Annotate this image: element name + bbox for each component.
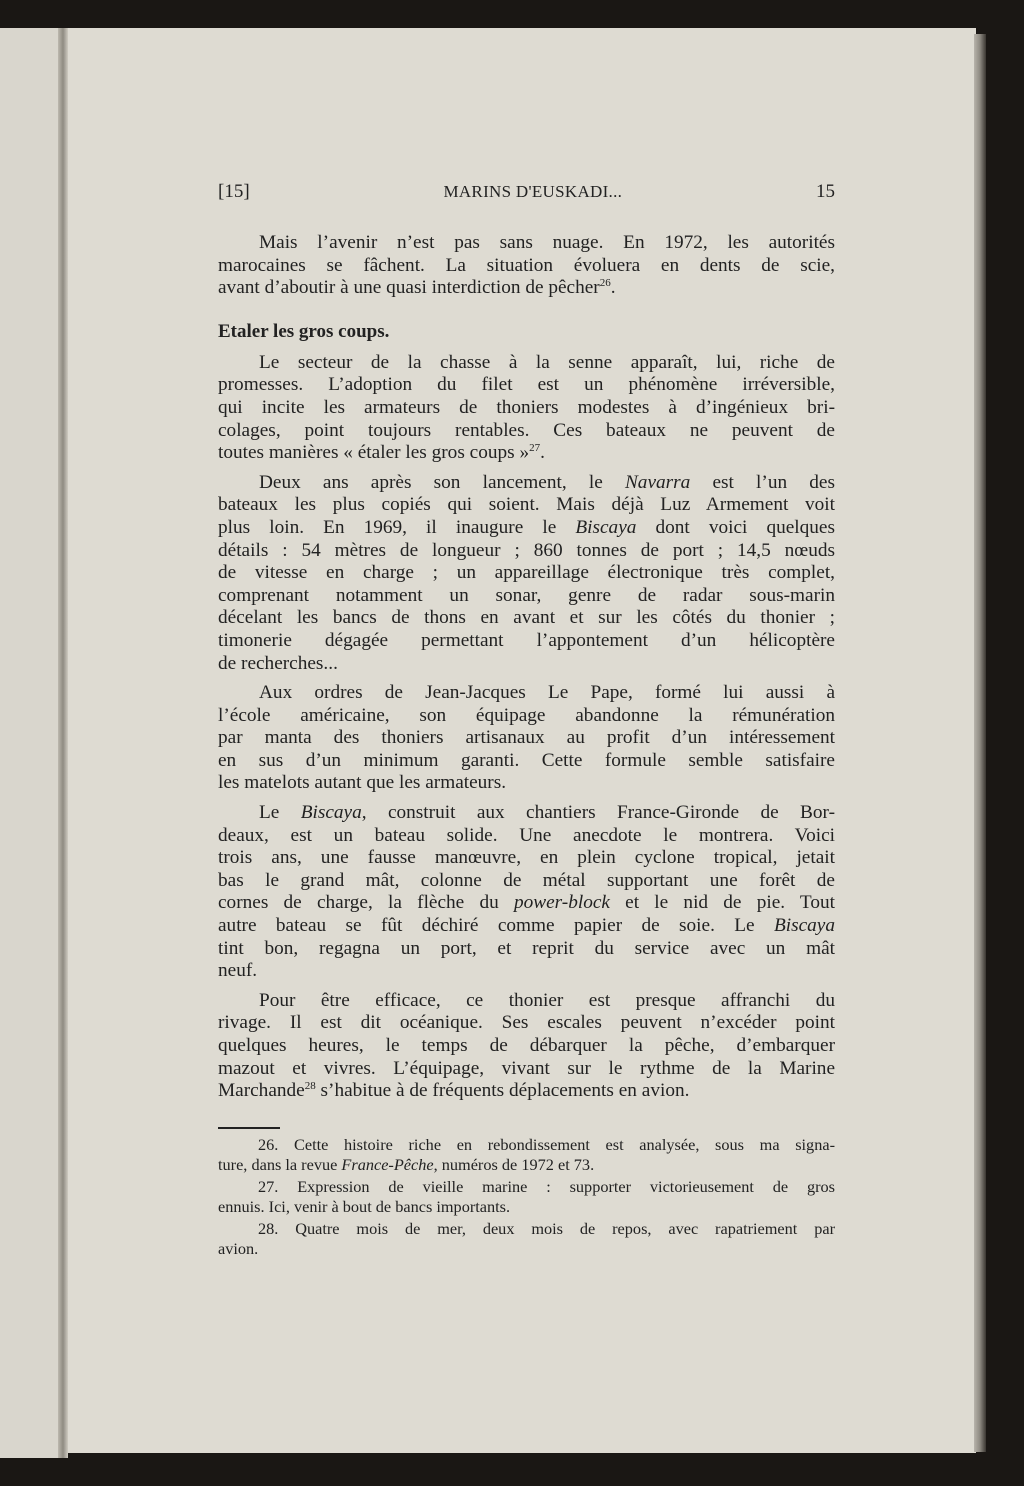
text-segment: , numéros de 1972 et 73. xyxy=(433,1155,595,1175)
text-line xyxy=(218,915,835,938)
text-segment: 28. Quatre mois de mer, deux mois de repos, avec rapatriement par xyxy=(258,1218,835,1238)
running-title: MARINS D'EUSKADI... xyxy=(443,182,623,201)
text-segment: mazout et vivres. L’équipage, vivant sur le rythme de la Marine xyxy=(218,1057,835,1079)
paragraph xyxy=(218,232,835,300)
text-line xyxy=(218,607,835,630)
text-segment: plus loin. En 1969, il inaugure le xyxy=(218,516,576,538)
text-line xyxy=(218,397,835,420)
text-line xyxy=(218,1058,835,1081)
text-line xyxy=(218,585,835,608)
text-line xyxy=(218,1080,835,1103)
text-segment: et le nid de pie. Tout xyxy=(609,892,836,914)
footnotes xyxy=(218,1135,835,1260)
text-line xyxy=(218,1135,835,1156)
text-segment: . xyxy=(540,442,545,464)
text-segment: 26. Cette histoire riche en rebondissement est analysée, sous ma signa- xyxy=(258,1134,835,1154)
text-segment: en sus d’un minimum garanti. Cette formule semble satisfaire xyxy=(218,749,835,771)
text-segment: neuf. xyxy=(218,960,258,982)
text-line xyxy=(218,1177,835,1198)
text-segment: autre bateau se fût déchiré comme papier de soie. Le xyxy=(218,915,774,937)
text-segment: dont voici quelques xyxy=(636,516,835,538)
text-segment: ennuis. Ici, venir à bout de bancs importants. xyxy=(218,1197,511,1217)
footnote xyxy=(218,1135,835,1176)
text-segment: avion. xyxy=(218,1239,259,1259)
text-line xyxy=(218,682,835,705)
paragraph xyxy=(218,472,835,675)
text-line xyxy=(218,1155,835,1176)
text-segment: par manta des thoniers artisanaux au profit d’un intéressement xyxy=(218,727,835,749)
footnote xyxy=(218,1177,835,1218)
text-line xyxy=(218,990,835,1013)
text-line xyxy=(218,938,835,961)
footnote-ref: 27 xyxy=(529,442,541,455)
text-segment: les matelots autant que les armateurs. xyxy=(218,772,507,794)
text-line xyxy=(218,494,835,517)
text-segment: deaux, est un bateau solide. Une anecdote le montrera. Voici xyxy=(218,824,835,846)
paragraph xyxy=(218,990,835,1103)
text-line xyxy=(218,517,835,540)
footnote-ref: 28 xyxy=(304,1080,316,1093)
text-line xyxy=(218,1219,835,1240)
text-line xyxy=(218,442,835,465)
text-segment: toutes manières « étaler les gros coups » xyxy=(218,442,530,464)
text-segment: colages, point toujours rentables. Ces bateaux ne peuvent de xyxy=(218,419,835,441)
text-segment: 27. Expression de vieille marine : supporter victorieusement de gros xyxy=(258,1176,835,1196)
running-header xyxy=(218,180,835,220)
left-page-edge xyxy=(0,28,62,1458)
text-segment: Mais l’avenir n’est pas sans nuage. En 1972, les autorités xyxy=(259,232,835,253)
text-line xyxy=(218,892,835,915)
text-line xyxy=(218,1035,835,1058)
text-line xyxy=(218,1197,835,1218)
text-line xyxy=(218,727,835,750)
text-line xyxy=(218,277,835,300)
text-line xyxy=(218,472,835,495)
text-segment: , construit aux chantiers France-Gironde de Bor- xyxy=(361,802,835,824)
text-line xyxy=(218,540,835,563)
text-line xyxy=(218,870,835,893)
text-segment: Pour être efficace, ce thonier est presque affranchi du xyxy=(259,989,835,1011)
text-segment: de vitesse en charge ; un appareillage électronique très complet, xyxy=(218,562,835,584)
italic-text: France-Pêche xyxy=(341,1155,434,1175)
footnote xyxy=(218,1219,835,1260)
text-column xyxy=(218,180,835,1261)
page-edge-shadow xyxy=(974,34,986,1452)
text-segment: l’école américaine, son équipage abandonne la rémunération xyxy=(218,704,835,726)
text-line xyxy=(218,750,835,773)
text-segment: de recherches... xyxy=(218,652,338,674)
text-segment: tint bon, regagna un port, et reprit du service avec un mât xyxy=(218,937,835,959)
text-line xyxy=(218,653,835,676)
footnote-ref: 26 xyxy=(599,277,611,290)
text-segment: cornes de charge, la flèche du xyxy=(218,892,514,914)
text-segment: Le xyxy=(259,802,301,824)
text-segment: marocaines se fâchent. La situation évoluera en dents de scie, xyxy=(218,254,835,276)
text-segment: avant d’aboutir à une quasi interdiction de pêcher xyxy=(218,277,600,299)
text-line xyxy=(218,772,835,795)
text-segment: promesses. L’adoption du filet est un phénomène irréversible, xyxy=(218,374,835,396)
text-line xyxy=(218,847,835,870)
italic-text: Biscaya xyxy=(773,915,835,937)
text-segment: trois ans, une fausse manœuvre, en plein cyclone tropical, jetait xyxy=(218,847,835,869)
text-segment: bateaux les plus copiés qui soient. Mais déjà Luz Armement voit xyxy=(218,494,835,516)
paragraph xyxy=(218,682,835,795)
italic-text: Biscaya xyxy=(575,516,637,538)
text-segment: qui incite les armateurs de thoniers modestes à d’ingénieux bri- xyxy=(218,396,835,418)
text-segment: détails : 54 mètres de longueur ; 860 tonnes de port ; 14,5 nœuds xyxy=(218,539,835,561)
text-segment: . xyxy=(610,277,616,299)
text-segment: s’habitue à de fréquents déplacements en avion. xyxy=(315,1080,690,1102)
text-segment: est l’un des xyxy=(690,471,835,493)
text-segment: bas le grand mât, colonne de métal supportant une forêt de xyxy=(218,869,835,891)
text-segment: décelant les bancs de thons en avant et sur les côtés du thonier ; xyxy=(218,607,835,629)
text-segment: Le secteur de la chasse à la senne apparaît, lui, riche de xyxy=(259,351,835,373)
text-line xyxy=(218,960,835,983)
text-line xyxy=(218,352,835,375)
text-line xyxy=(218,562,835,585)
text-segment: Deux ans après son lancement, le xyxy=(259,471,625,493)
paragraph xyxy=(218,352,835,465)
paragraph xyxy=(218,802,835,983)
text-line xyxy=(218,705,835,728)
text-line xyxy=(218,1239,835,1260)
text-segment: timonerie dégagée permettant l’appontement d’un hélicoptère xyxy=(218,629,835,651)
text-line xyxy=(218,825,835,848)
text-line xyxy=(218,420,835,443)
text-line xyxy=(218,232,835,255)
text-line xyxy=(218,630,835,653)
page-number: 15 xyxy=(816,181,835,202)
text-line xyxy=(218,802,835,825)
section-heading: Etaler les gros coups. xyxy=(218,320,390,342)
text-line xyxy=(218,1012,835,1035)
text-segment: quelques heures, le temps de débarquer la pêche, d’embarquer xyxy=(218,1035,835,1056)
text-segment: ture, dans la revue xyxy=(218,1155,342,1175)
text-segment: Marchande xyxy=(218,1080,305,1102)
text-segment: Aux ordres de Jean-Jacques Le Pape, formé lui aussi à xyxy=(259,682,835,704)
italic-text: Biscaya xyxy=(300,802,362,824)
body-text xyxy=(218,232,835,1103)
italic-text: power-block xyxy=(513,892,610,914)
text-segment: rivage. Il est dit océanique. Ses escales peuvent n’excéder point xyxy=(218,1012,835,1034)
book-gutter xyxy=(58,28,68,1458)
italic-text: Navarra xyxy=(624,471,691,493)
text-line xyxy=(218,255,835,278)
text-segment: comprenant notamment un sonar, genre de radar sous-marin xyxy=(218,584,835,606)
section-number: [15] xyxy=(218,181,250,202)
footnote-rule xyxy=(218,1127,280,1129)
text-line xyxy=(218,374,835,397)
